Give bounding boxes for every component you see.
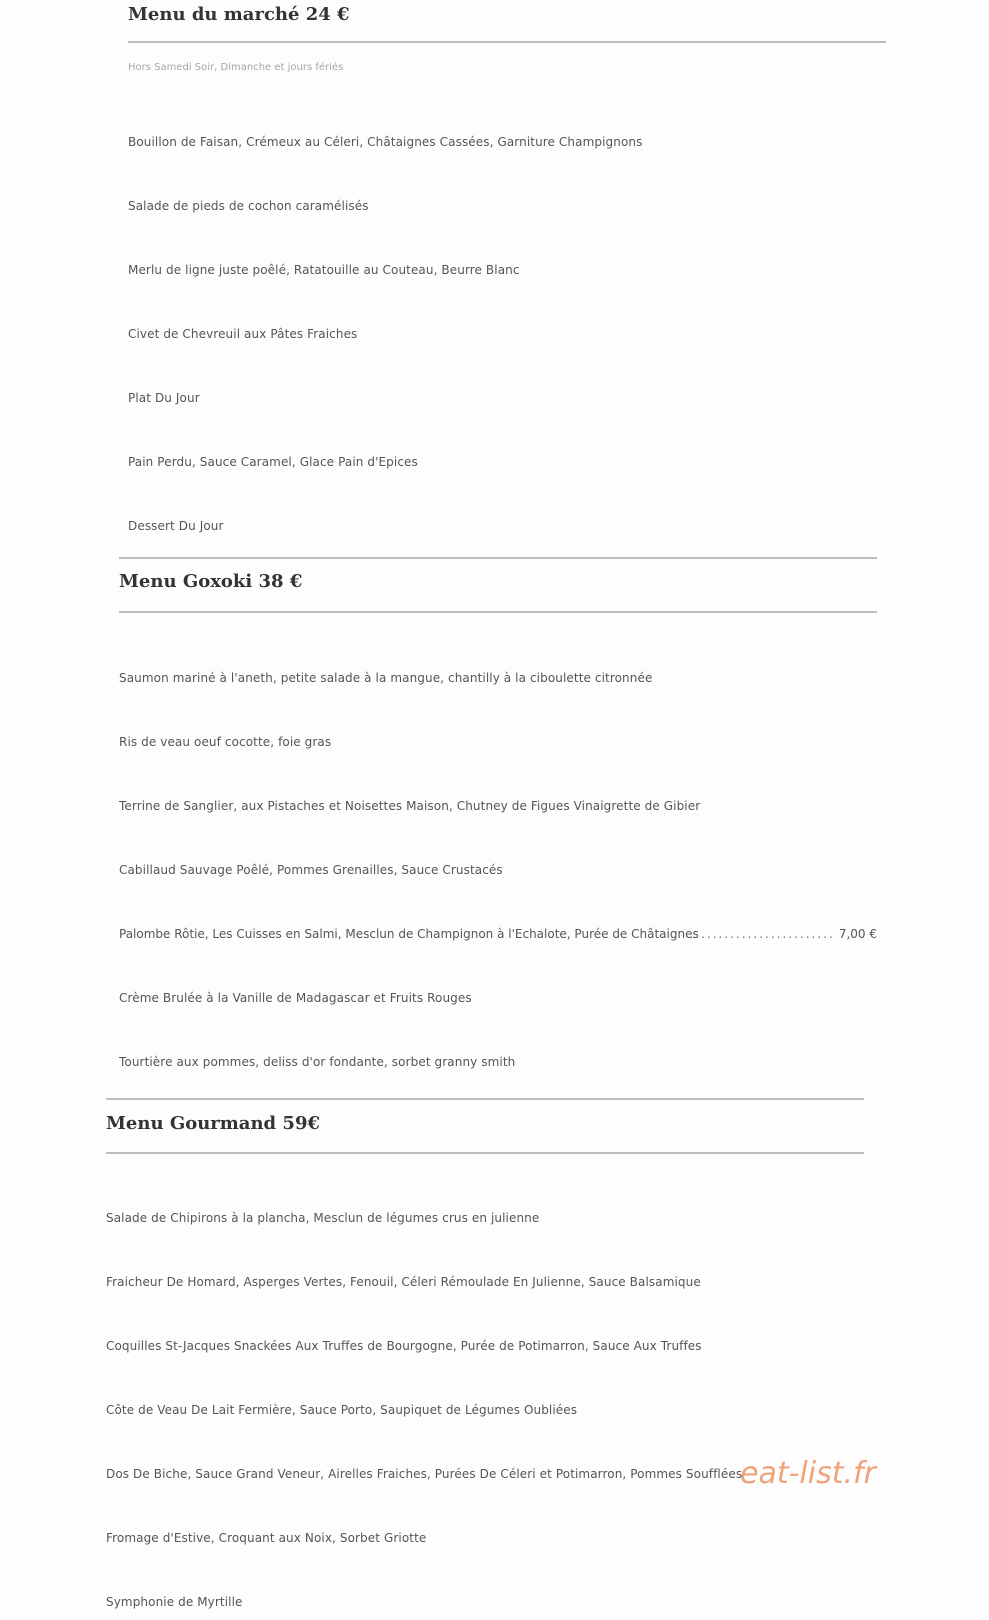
title-divider: [128, 41, 886, 43]
menu-item: Terrine de Sanglier, aux Pistaches et Noisettes Maison, Chutney de Figues Vinaigrette de Gibier: [119, 799, 701, 813]
menu-item: Salade de pieds de cochon caramélisés: [128, 199, 369, 213]
menu-item-with-supplement: [119, 927, 877, 941]
menu-item: Plat Du Jour: [128, 391, 200, 405]
menu-item: Coquilles St-Jacques Snackées Aux Truffes de Bourgogne, Purée de Potimarron, Sauce Aux Truffes: [106, 1339, 702, 1353]
menu-item: Cabillaud Sauvage Poêlé, Pommes Grenailles, Sauce Crustacés: [119, 863, 503, 877]
menu-item: Fraicheur De Homard, Asperges Vertes, Fenouil, Céleri Rémoulade En Julienne, Sauce Balsamique: [106, 1275, 701, 1289]
supplement-price: 7,00 €: [838, 927, 877, 941]
leader-dots: .........................: [689, 927, 835, 941]
section-divider: [119, 557, 877, 559]
menu-section-gourmand: [106, 1096, 864, 1616]
menu-item: Symphonie de Myrtille: [106, 1595, 243, 1609]
menu-item: Crème Brulée à la Vanille de Madagascar et Fruits Rouges: [119, 991, 472, 1005]
menu-item: Civet de Chevreuil aux Pâtes Fraiches: [128, 327, 358, 341]
title-divider: [106, 1152, 864, 1154]
menu-item: Bouillon de Faisan, Crémeux au Céleri, Châtaignes Cassées, Garniture Champignons: [128, 135, 643, 149]
menu-item: Saumon mariné à l'aneth, petite salade à la mangue, chantilly à la ciboulette citronnée: [119, 671, 653, 685]
menu-item: Fromage d'Estive, Croquant aux Noix, Sorbet Griotte: [106, 1531, 427, 1545]
menu-title: Menu du marché 24 €: [128, 4, 350, 25]
menu-item: Merlu de ligne juste poêlé, Ratatouille au Couteau, Beurre Blanc: [128, 263, 520, 277]
title-divider: [119, 611, 877, 613]
menu-item: Salade de Chipirons à la plancha, Mesclun de légumes crus en julienne: [106, 1211, 540, 1225]
menu-item: Tourtière aux pommes, deliss d'or fondante, sorbet granny smith: [119, 1055, 516, 1069]
menu-item: Ris de veau oeuf cocotte, foie gras: [119, 735, 332, 749]
menu-item: Palombe Rôtie, Les Cuisses en Salmi, Mesclun de Champignon à l'Echalote, Purée de Châtaignes: [119, 927, 699, 941]
menu-section-marche: [128, 0, 886, 540]
menu-item: Dessert Du Jour: [128, 519, 224, 533]
menu-section-goxoki: [119, 555, 877, 1085]
menu-item: Dos De Biche, Sauce Grand Veneur, Airelles Fraiches, Purées De Céleri et Potimarron, Pommes Soufflées: [106, 1467, 743, 1481]
menu-item: Pain Perdu, Sauce Caramel, Glace Pain d'Epices: [128, 455, 418, 469]
section-divider: [106, 1098, 864, 1100]
menu-title: Menu Gourmand 59€: [106, 1113, 320, 1134]
menu-title: Menu Goxoki 38 €: [119, 571, 303, 592]
menu-note: Hors Samedi Soir, Dimanche et jours fériés: [128, 62, 344, 73]
menu-item: Côte de Veau De Lait Fermière, Sauce Porto, Saupiquet de Légumes Oubliées: [106, 1403, 578, 1417]
watermark-logo: eat-list.fr: [740, 1456, 876, 1491]
